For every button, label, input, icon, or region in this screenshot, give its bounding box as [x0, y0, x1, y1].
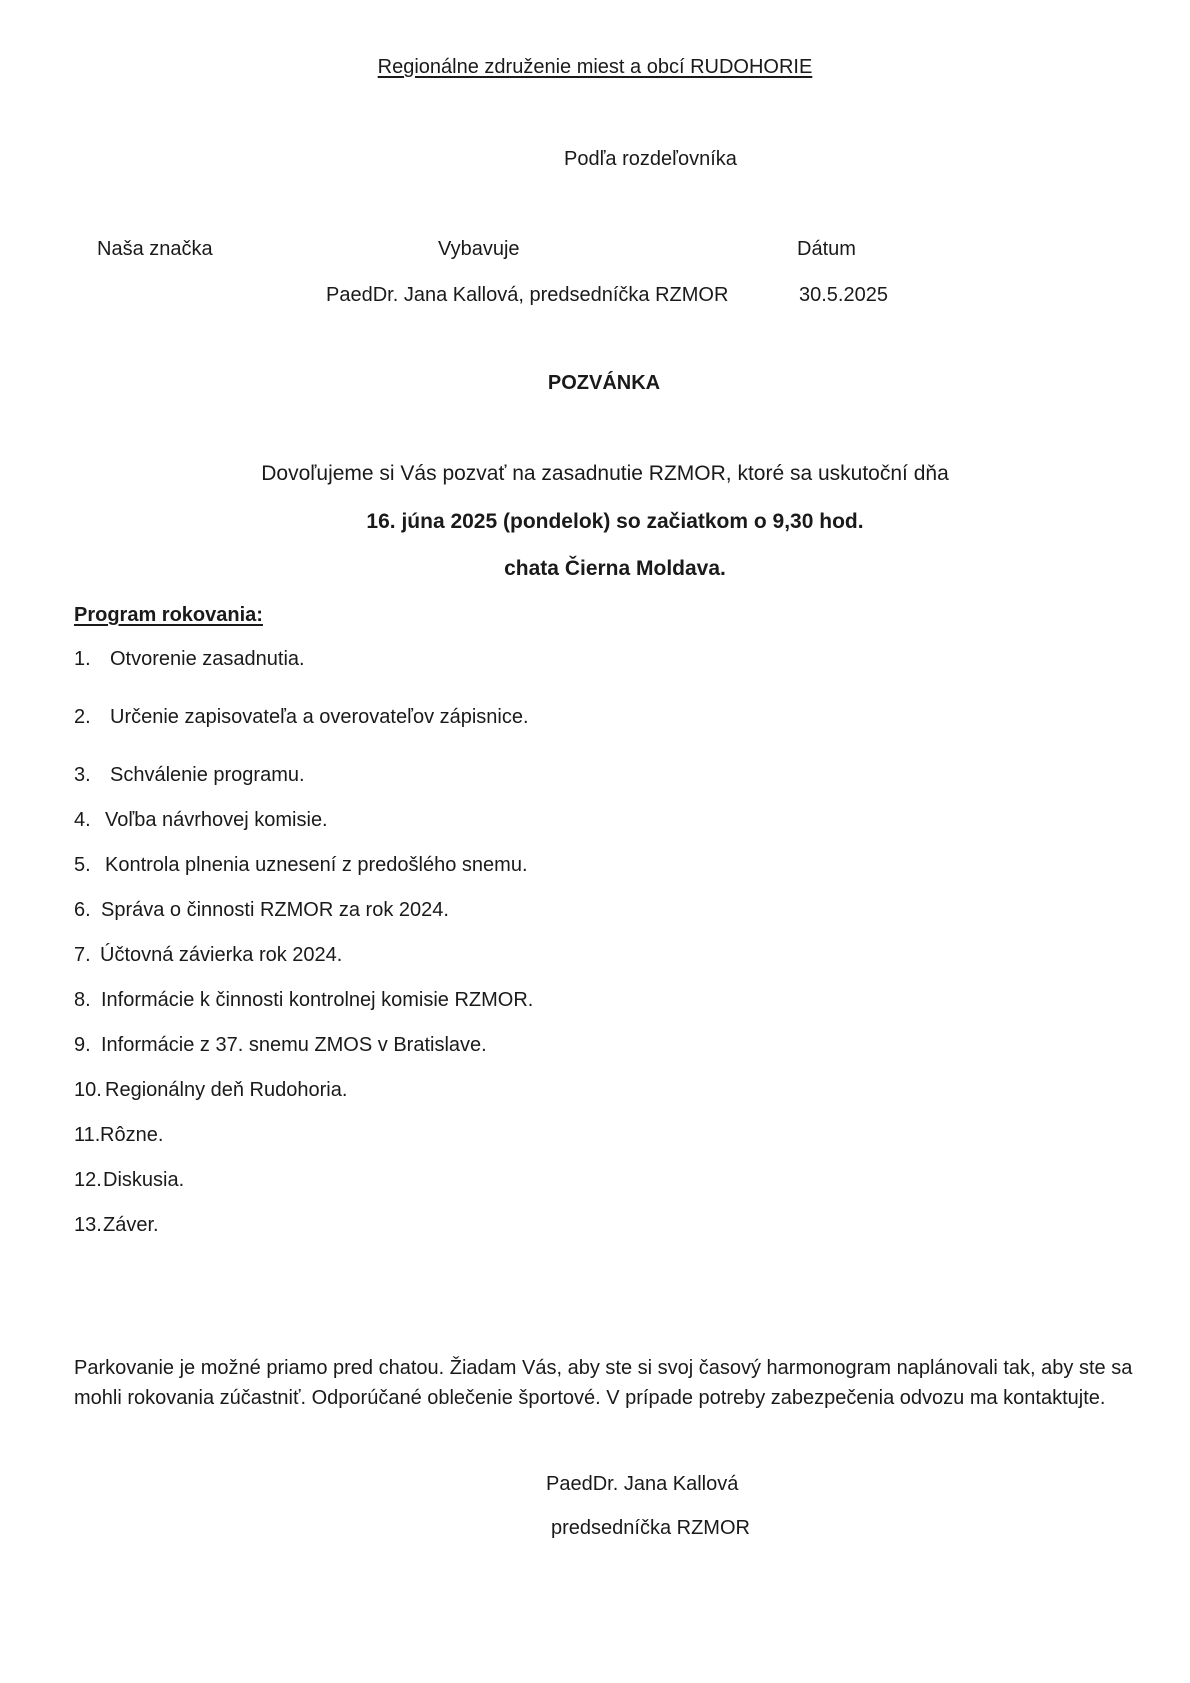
invitation-date-time: 16. júna 2025 (pondelok) so začiatkom o 9,30 hod.	[366, 510, 864, 533]
addressee: Podľa rozdeľovníka	[564, 148, 737, 170]
program-item-text: Diskusia.	[103, 1169, 185, 1191]
program-item-2	[74, 706, 529, 729]
program-item-text: Schválenie programu.	[110, 764, 305, 786]
signature-role: predsedníčka RZMOR	[551, 1517, 750, 1539]
invitation-venue: chata Čierna Moldava.	[504, 557, 726, 580]
program-heading: Program rokovania:	[74, 604, 263, 626]
program-item-3	[74, 764, 305, 787]
program-item-text: Záver.	[103, 1214, 159, 1236]
reference-handler: PaedDr. Jana Kallová, predsedníčka RZMOR	[326, 284, 729, 306]
program-item-4	[74, 809, 328, 832]
invitation-line-1: Dovoľujeme si Vás pozvať na zasadnutie RZMOR, ktoré sa uskutoční dňa	[261, 462, 949, 485]
program-item-number: 11.	[74, 1124, 101, 1146]
reference-label-handler: Vybavuje	[438, 238, 520, 260]
program-item-number: 3.	[74, 764, 91, 786]
reference-label-our-mark: Naša značka	[97, 238, 213, 260]
program-item-text: Rôzne.	[100, 1124, 164, 1146]
program-item-text: Voľba návrhovej komisie.	[105, 809, 328, 831]
program-item-number: 7.	[74, 944, 91, 966]
program-item-text: Účtovná závierka rok 2024.	[100, 944, 343, 966]
program-item-number: 4.	[74, 809, 91, 831]
signature-name: PaedDr. Jana Kallová	[546, 1473, 739, 1495]
program-item-text: Určenie zapisovateľa a overovateľov zápisnice.	[110, 706, 529, 728]
reference-label-date: Dátum	[797, 238, 856, 260]
program-item-6	[74, 899, 449, 922]
program-item-text: Správa o činnosti RZMOR za rok 2024.	[101, 899, 449, 921]
program-item-text: Regionálny deň Rudohoria.	[105, 1079, 348, 1101]
program-item-number: 1.	[74, 648, 91, 670]
reference-date: 30.5.2025	[799, 284, 888, 306]
program-item-9	[74, 1034, 487, 1057]
program-item-number: 13.	[74, 1214, 102, 1236]
program-item-7	[74, 944, 342, 967]
program-item-10	[74, 1079, 347, 1102]
program-item-5	[74, 854, 528, 877]
program-item-12	[74, 1169, 184, 1192]
program-item-text: Otvorenie zasadnutia.	[110, 648, 305, 670]
program-item-number: 5.	[74, 854, 91, 876]
program-item-text: Informácie z 37. snemu ZMOS v Bratislave.	[101, 1034, 487, 1056]
program-item-13	[74, 1214, 159, 1237]
program-item-11	[74, 1124, 163, 1147]
program-item-number: 10.	[74, 1079, 102, 1101]
document-title: POZVÁNKA	[547, 372, 661, 394]
notice-paragraph: Parkovanie je možné priamo pred chatou. Žiadam Vás, aby ste si svoj časový harmonogram naplánovali tak, aby ste sa mohli rokovania zúčastniť. Odporúčané oblečenie športové. V prípade potreby zabezpečenia odvozu ma kontaktujte.	[74, 1357, 1133, 1409]
program-item-text: Informácie k činnosti kontrolnej komisie RZMOR.	[101, 989, 534, 1011]
program-item-8	[74, 989, 533, 1012]
program-item-number: 2.	[74, 706, 91, 728]
program-item-number: 6.	[74, 899, 91, 921]
organization-header: Regionálne združenie miest a obcí RUDOHORIE	[377, 56, 813, 78]
program-item-number: 8.	[74, 989, 91, 1011]
program-item-number: 12.	[74, 1169, 102, 1191]
program-item-1	[74, 648, 305, 671]
program-item-number: 9.	[74, 1034, 91, 1056]
program-item-text: Kontrola plnenia uznesení z predošlého snemu.	[105, 854, 528, 876]
